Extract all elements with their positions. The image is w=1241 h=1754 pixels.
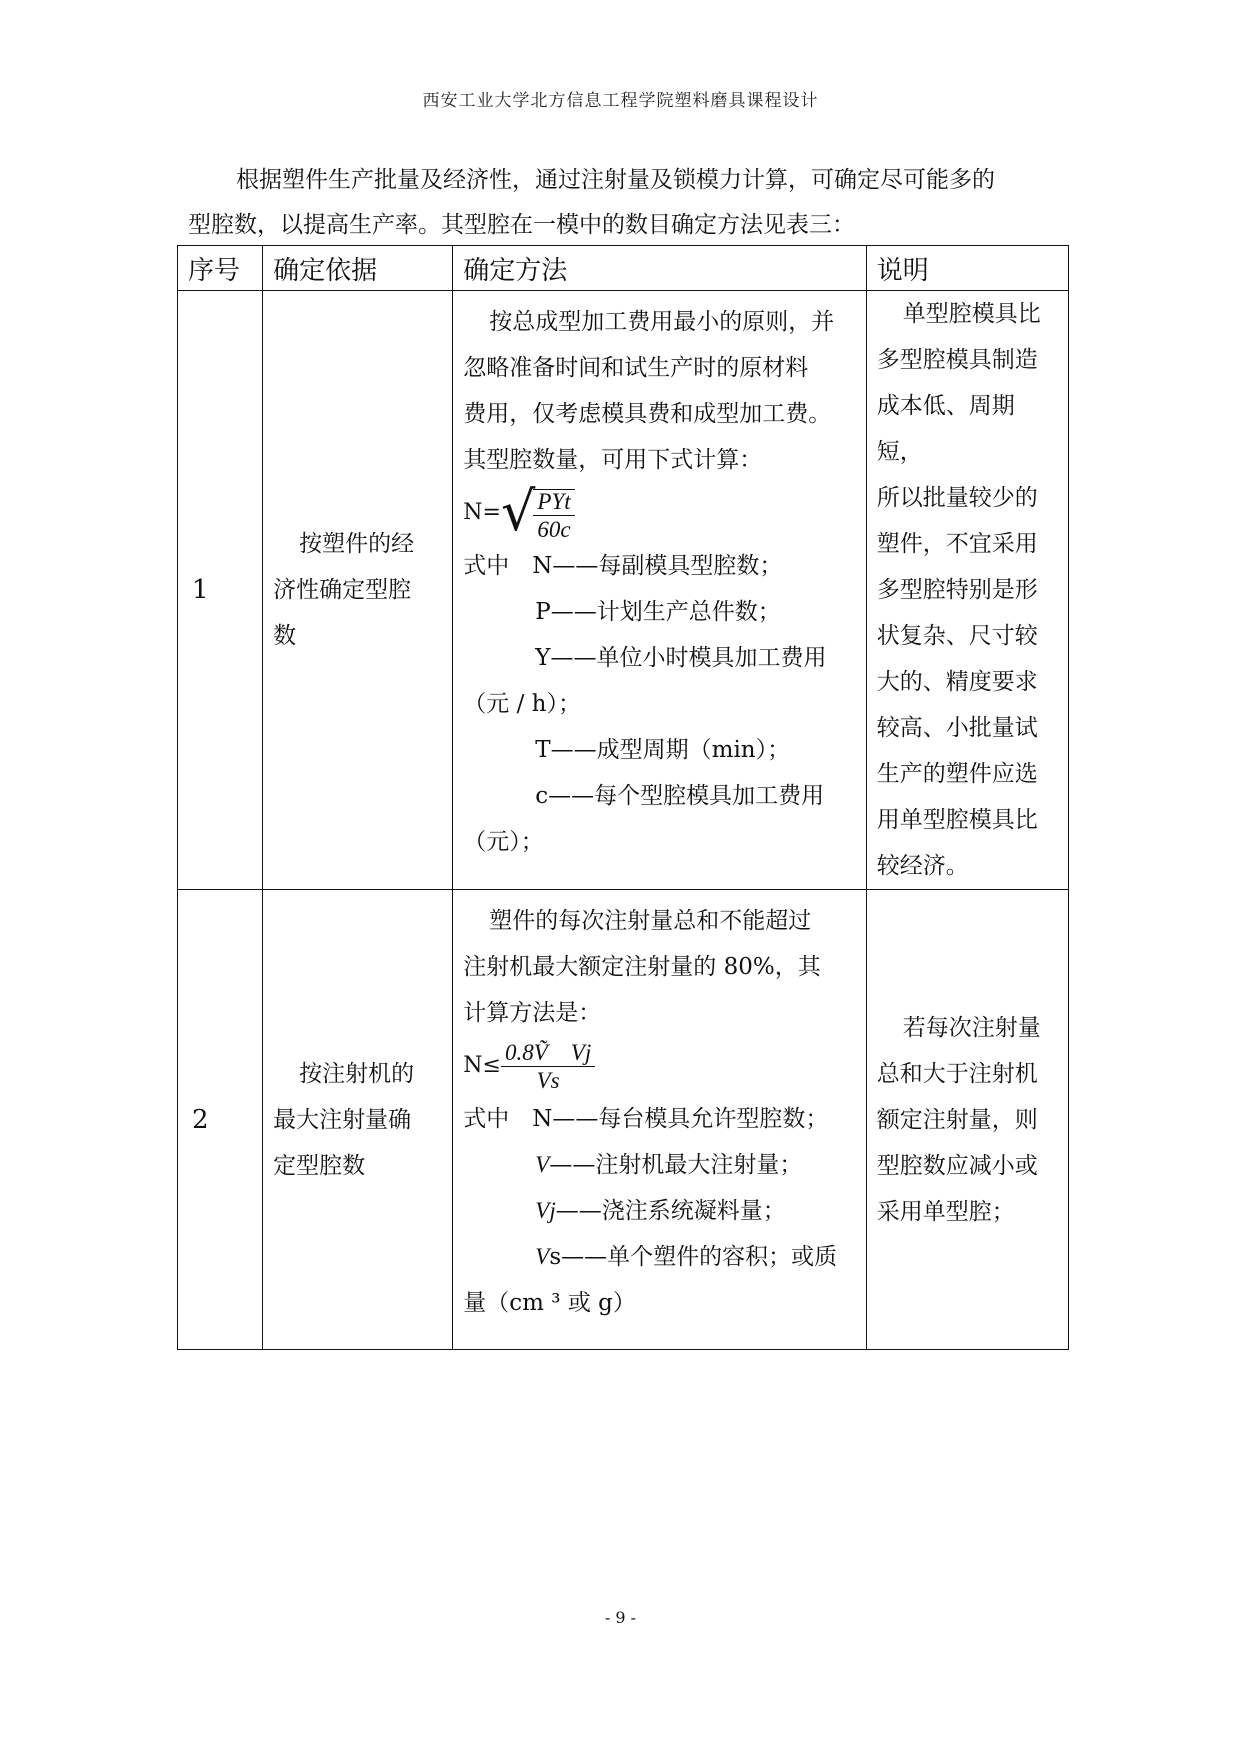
- header-serial: 序号: [178, 246, 263, 291]
- method-line: （元 / h）；: [463, 691, 581, 717]
- note-line: 若每次注射量: [902, 1014, 1041, 1041]
- basis-line: 按注射机的: [299, 1060, 415, 1087]
- note-line: 大的、精度要求: [876, 669, 1038, 695]
- method-line: 式中 N——每副模具型腔数；: [463, 553, 783, 579]
- row-method: [453, 291, 866, 890]
- method-line: Y——单位小时模具加工费用: [535, 645, 827, 671]
- note-line: 额定注射量，则: [876, 1106, 1038, 1133]
- note-line: 总和大于注射机: [876, 1060, 1038, 1087]
- basis-line: 济性确定型腔: [273, 577, 412, 603]
- sqrt-symbol: [500, 480, 575, 543]
- note-line: 多型腔模具制造: [876, 347, 1038, 373]
- row-basis: [263, 890, 453, 1350]
- method-line: 计算方法是：: [463, 1000, 602, 1026]
- method-line: [463, 1234, 857, 1280]
- row-note: [866, 890, 1068, 1350]
- method-line: 费用，仅考虑模具费和成型加工费。: [463, 401, 832, 427]
- method-line: （元）；: [463, 829, 544, 855]
- basis-line: 定型腔数: [273, 1152, 366, 1179]
- method-line: 其型腔数量，可用下式计算：: [463, 447, 763, 473]
- table-header-row: [178, 246, 1069, 291]
- page-number: - 9 -: [604, 1608, 637, 1627]
- basis-line: 数: [273, 623, 297, 649]
- note-line: 多型腔特别是形: [876, 577, 1038, 603]
- fraction: [533, 489, 574, 541]
- header-basis: 确定依据: [263, 246, 453, 291]
- method-line: 注射机最大额定注射量的 80%，其: [463, 954, 821, 980]
- note-line: 单型腔模具比: [902, 301, 1041, 327]
- method-line: 式中 N——每台模具允许型腔数；: [463, 1106, 829, 1132]
- fraction-denominator: 60c: [537, 517, 571, 542]
- method-line: 按总成型加工费用最小的原则，并: [489, 309, 835, 335]
- header-method: 确定方法: [453, 246, 866, 291]
- header-note: 说明: [866, 246, 1068, 291]
- method-line: P——计划生产总件数；: [535, 599, 781, 625]
- row-note: [866, 291, 1068, 890]
- note-line: 塑件，不宜采用: [876, 531, 1038, 557]
- method-line: [463, 1142, 857, 1188]
- formula-economy: [463, 480, 857, 543]
- intro-paragraph: [188, 158, 1068, 248]
- method-line: 塑件的每次注射量总和不能超过: [489, 908, 812, 934]
- cavity-method-table: [177, 245, 1069, 1350]
- note-line: 较经济。: [876, 853, 969, 879]
- fraction-numerator: 0.8Ṽ Vj: [501, 1041, 595, 1067]
- intro-line-1: 根据塑件生产批量及经济性，通过注射量及锁模力计算，可确定尽可能多的: [236, 167, 995, 193]
- definition: s——单个塑件的容积；或质: [549, 1244, 838, 1270]
- row-method: [453, 890, 866, 1350]
- intro-line-2: 型腔数，以提高生产率。其型腔在一模中的数目确定方法见表三：: [188, 212, 855, 238]
- basis-line: 按塑件的经: [299, 531, 415, 557]
- note-line: 状复杂、尺寸较: [876, 623, 1038, 649]
- row-basis: [263, 291, 453, 890]
- table-row: [178, 291, 1069, 890]
- method-line: T——成型周期（min）；: [535, 737, 791, 763]
- formula-prefix: N=: [463, 500, 501, 525]
- note-line: 用单型腔模具比: [876, 807, 1038, 833]
- basis-line: 最大注射量确: [273, 1106, 412, 1133]
- formula-injection: [463, 1036, 857, 1096]
- fraction-numerator: PYt: [533, 490, 574, 516]
- note-line: 较高、小批量试: [876, 715, 1038, 741]
- definition: ——浇注系统凝料量；: [555, 1198, 786, 1224]
- note-line: 生产的塑件应选: [876, 761, 1038, 787]
- method-line: [463, 1188, 857, 1234]
- table-row: [178, 890, 1069, 1350]
- symbol: V: [535, 1152, 550, 1177]
- note-line: 所以批量较少的: [876, 485, 1038, 511]
- formula-prefix: N≤: [463, 1053, 501, 1078]
- note-line: 型腔数应减小或: [876, 1152, 1038, 1179]
- fraction: [501, 1041, 595, 1092]
- note-line: 采用单型腔；: [876, 1198, 1015, 1225]
- fraction-denominator: Vs: [536, 1067, 560, 1093]
- row-serial: 2: [178, 890, 263, 1350]
- definition: ——注射机最大注射量；: [549, 1152, 803, 1178]
- method-line: c——每个型腔模具加工费用: [535, 783, 825, 809]
- method-line: 忽略准备时间和试生产时的原材料: [463, 355, 809, 381]
- row-serial: 1: [178, 291, 263, 890]
- radical-icon: √: [500, 480, 536, 543]
- note-line: 成本低、周期短，: [876, 393, 1015, 465]
- symbol: V: [535, 1244, 550, 1269]
- method-line: 量（cm ³ 或 g）: [463, 1290, 636, 1316]
- symbol: Vj: [535, 1198, 556, 1223]
- page-header: 西安工业大学北方信息工程学院塑料磨具课程设计: [422, 91, 819, 111]
